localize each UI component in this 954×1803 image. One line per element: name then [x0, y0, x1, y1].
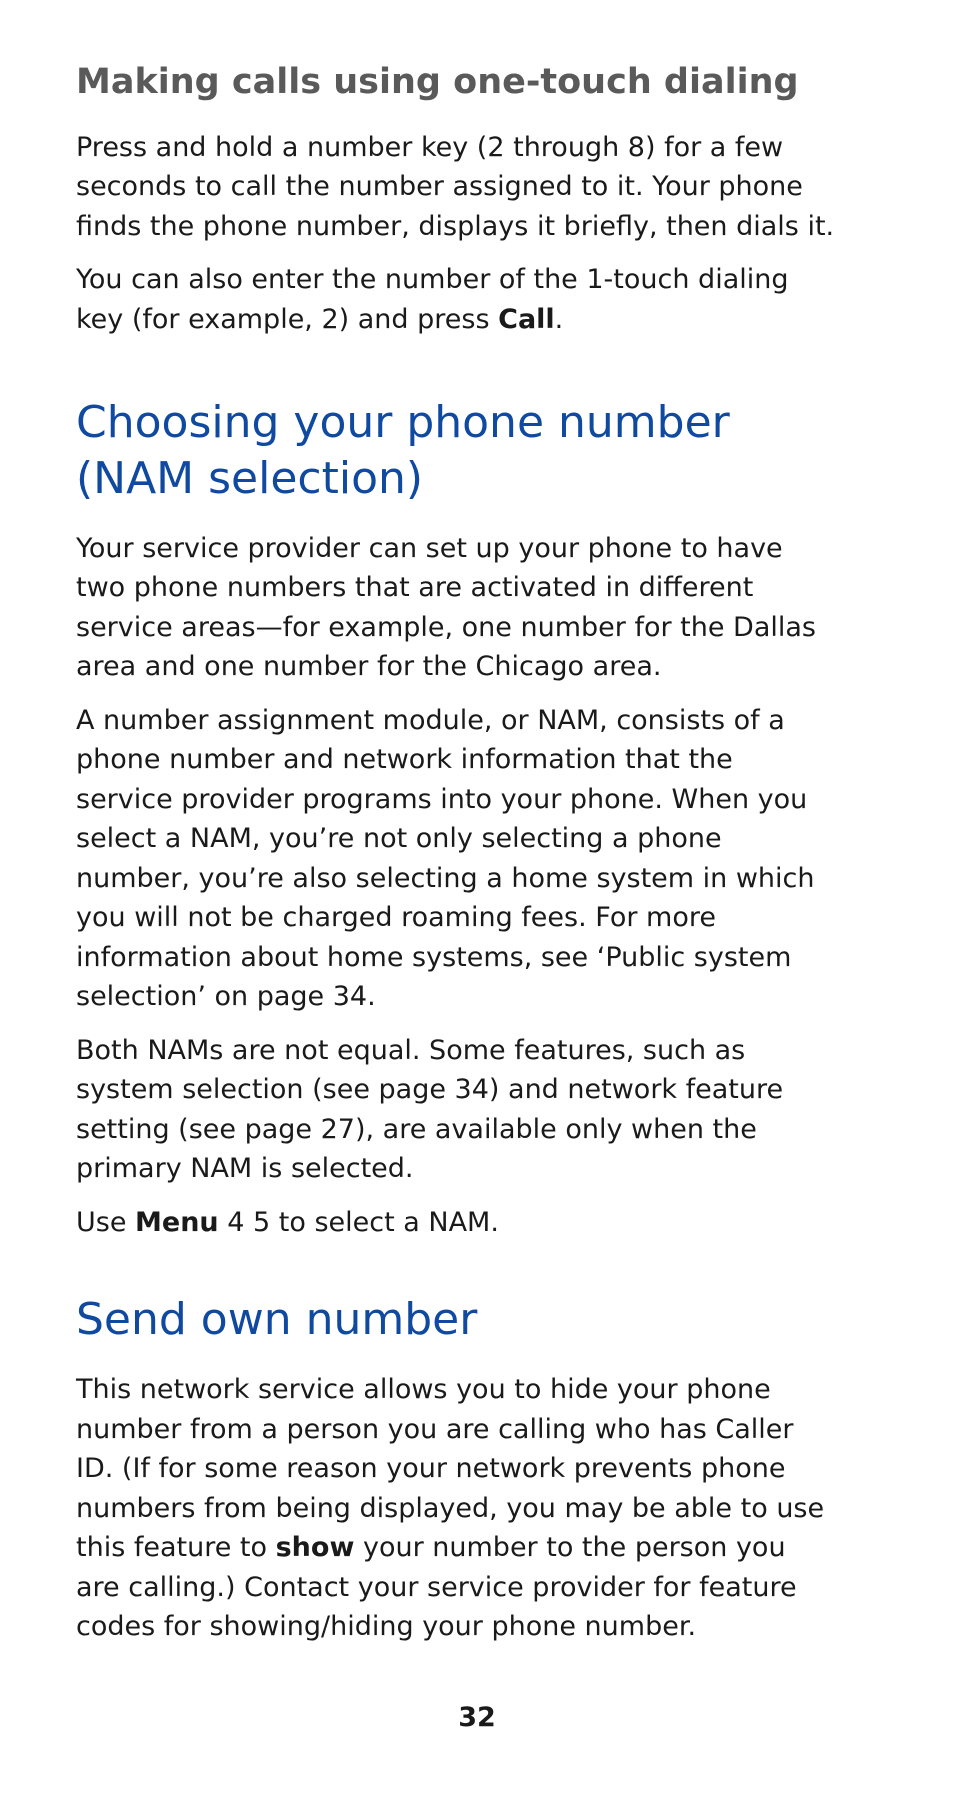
page-number: 32	[458, 1702, 496, 1733]
section-send-own-number	[76, 1292, 836, 1646]
paragraph-send-own-1	[76, 1370, 836, 1647]
show-label: show	[275, 1532, 355, 1564]
paragraph-nam-2: A number assignment module, or NAM, consists of a phone number and network information that the service provider programs into your phone. When you select a NAM, you’re not only selecting a phone number, you’re also selecting a home system in which you will not be charged roaming fees. For more information about home systems, see ‘Public system selection’ on page 34.	[76, 704, 815, 1013]
section-nam-selection	[76, 395, 836, 1242]
paragraph-one-touch-2	[76, 260, 836, 339]
text-run: You can also enter the number of the 1-touch dialing key (for example, 2) and press	[76, 264, 789, 335]
text-run: Use	[76, 1206, 136, 1238]
heading-nam-selection: Choosing your phone number (NAM selection)	[76, 397, 730, 504]
document-page	[76, 60, 836, 1661]
paragraph-nam-1: Your service provider can set up your phone to have two phone numbers that are activated in different service areas—for example, one number for the Dallas area and one number for the Chicago area.	[76, 532, 816, 683]
menu-key-label: Menu	[135, 1206, 219, 1238]
heading-send-own-number: Send own number	[76, 1294, 478, 1346]
text-run: This network service allows you to hide your phone number from a person you are calling who has Caller ID. (If for some reason your network prevents phone numbers from being displayed, you may be able to use this feature to	[76, 1374, 825, 1564]
section-one-touch-dialing	[76, 60, 836, 339]
text-run: 4 5 to select a NAM.	[218, 1206, 499, 1238]
paragraph-one-touch-1: Press and hold a number key (2 through 8) for a few seconds to call the number assigned to it. Your phone finds the phone number, displays it briefly, then dials it.	[76, 131, 835, 242]
call-key-label: Call	[498, 303, 555, 335]
text-run: your number to the person you are calling.) Contact your service provider for feature codes for showing/hiding your phone number.	[76, 1532, 797, 1643]
text-run: .	[554, 303, 564, 335]
paragraph-nam-3: Both NAMs are not equal. Some features, such as system selection (see page 34) and network feature setting (see page 27), are available only when the primary NAM is selected.	[76, 1034, 784, 1185]
paragraph-nam-4	[76, 1203, 836, 1243]
subheading-one-touch-dialing: Making calls using one-touch dialing	[76, 62, 799, 102]
